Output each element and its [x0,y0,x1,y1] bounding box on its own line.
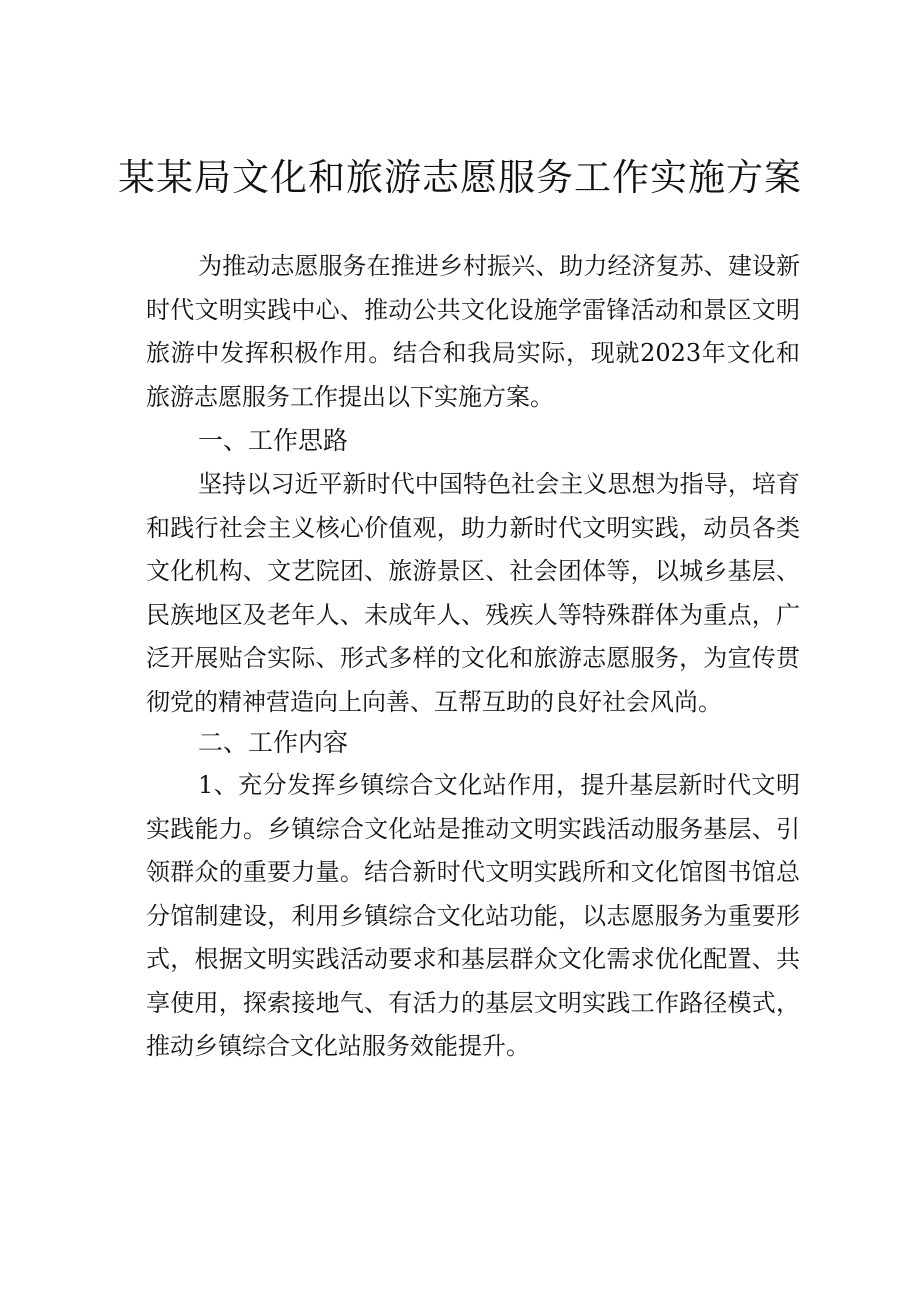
intro-paragraph [146,245,800,419]
document-title: 某某局文化和旅游志愿服务工作实施方案 [118,156,802,199]
section-paragraph-text: 坚持以习近平新时代中国特色社会主义思想为指导，培育和践行社会主义核心价值观，助力新时代文明实践，动员各类文化机构、文艺院团、旅游景区、社会团体等，以城乡基层、民族地区及老年人、未成年人、残疾人等特殊群体为重点，广泛开展贴合实际、形式多样的文化和旅游志愿服务，为宣传贯彻党的精神营造向上向善、互帮互助的良好社会风尚。 [146,470,800,716]
section-paragraph-text: 1、充分发挥乡镇综合文化站作用，提升基层新时代文明实践能力。乡镇综合文化站是推动文明实践活动服务基层、引领群众的重要力量。结合新时代文明实践所和文化馆图书馆总分馆制建设，利用乡镇综合文化站功能，以志愿服务为重要形式，根据文明实践活动要求和基层群众文化需求优化配置、共享使用，探索接地气、有活力的基层文明实践工作路径模式，推动乡镇综合文化站服务效能提升。 [146,771,800,1060]
intro-paragraph-text: 为推动志愿服务在推进乡村振兴、助力经济复苏、建设新时代文明实践中心、推动公共文化设施学雷锋活动和景区文明旅游中发挥积极作用。结合和我局实际，现就2023年文化和旅游志愿服务工作提出以下实施方案。 [146,252,800,411]
section-heading-work-approach: 一、工作思路 [198,426,349,455]
section-heading-work-content: 二、工作内容 [198,728,349,757]
section-paragraph-work-approach [146,463,800,724]
section-paragraph-work-content [146,764,800,1069]
